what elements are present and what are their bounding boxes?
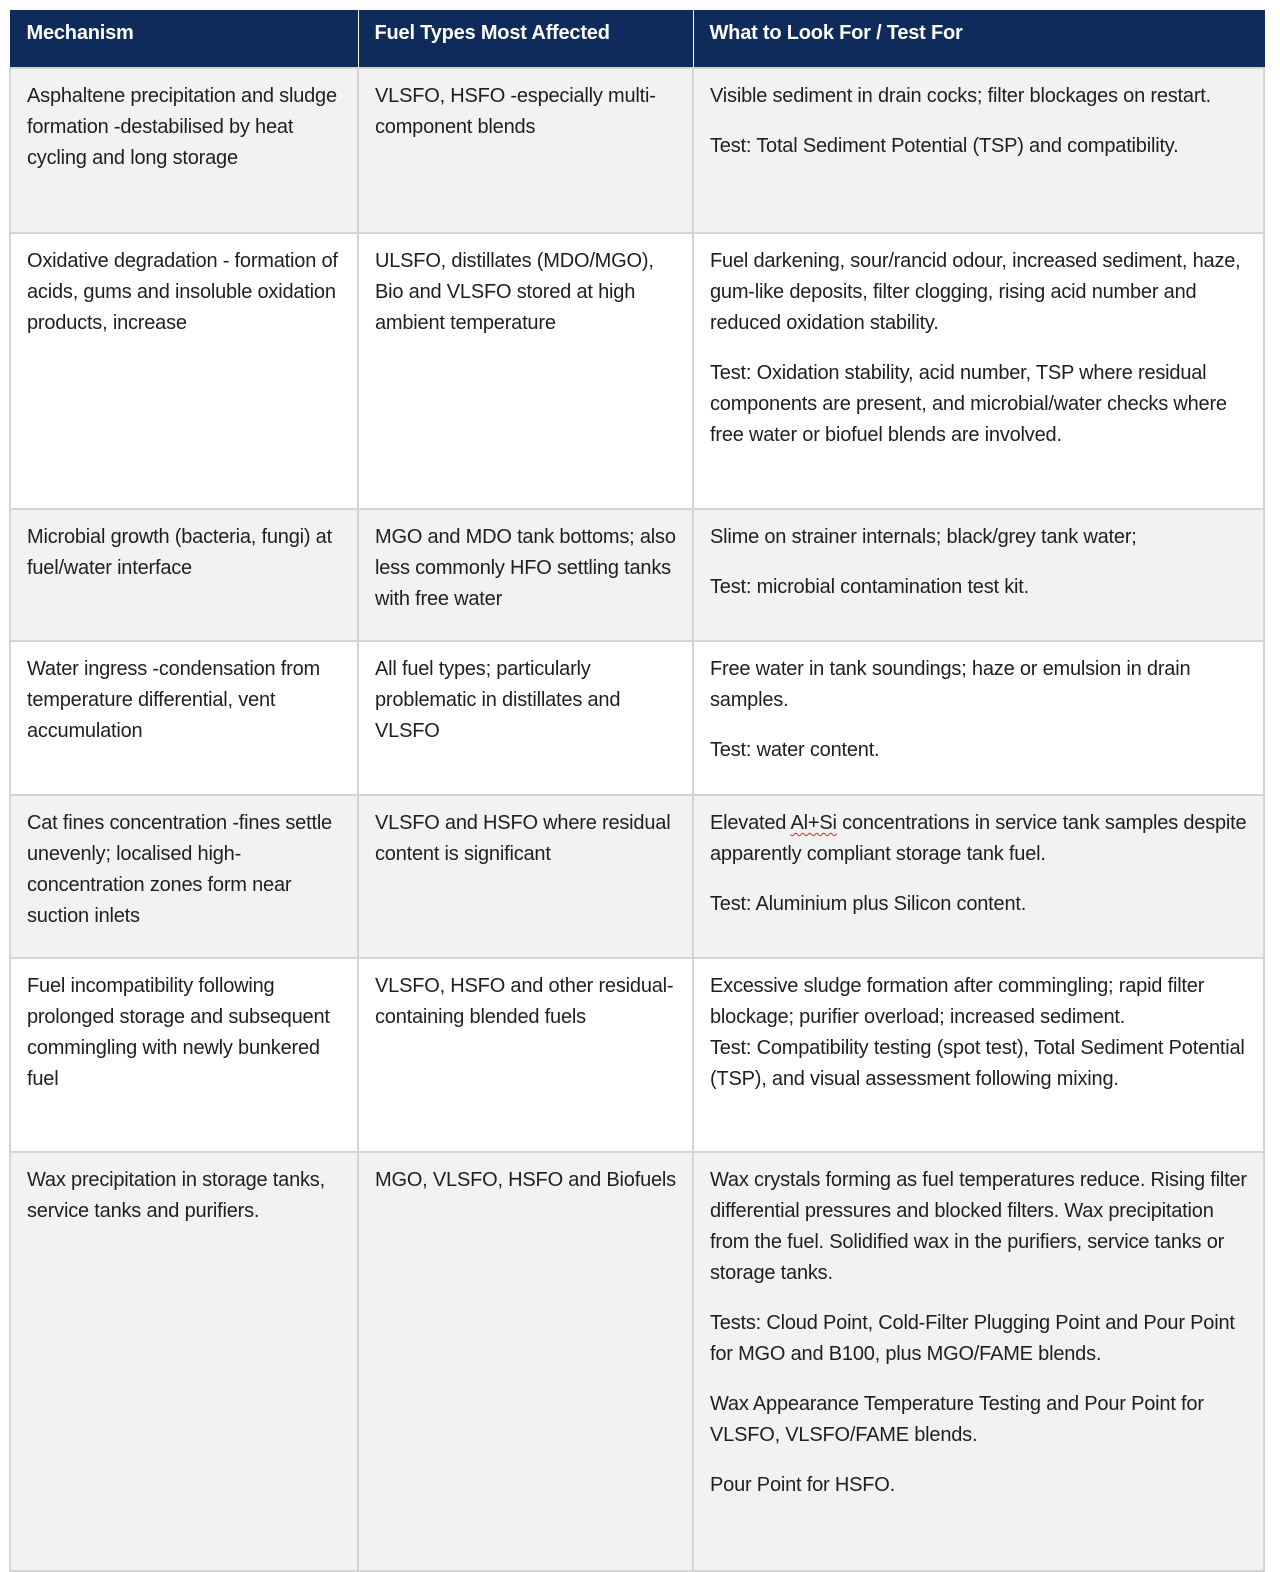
cell-look-for xyxy=(693,1152,1264,1571)
cell-look-for xyxy=(693,641,1264,795)
cell-mechanism: Fuel incompatibility following prolonged storage and subsequent commingling with newly bunkered fuel xyxy=(10,958,358,1152)
table-row xyxy=(10,1152,1264,1571)
look-for-test: Test: Compatibility testing (spot test), Total Sediment Potential (TSP), and visual assessment following mixing. xyxy=(710,1037,1245,1090)
header-fuel-types: Fuel Types Most Affected xyxy=(358,10,693,68)
cell-look-for xyxy=(693,795,1264,958)
table-header xyxy=(10,10,1264,68)
look-for-test: Pour Point for HSFO. xyxy=(710,1474,895,1496)
cell-mechanism: Oxidative degradation - formation of acids, gums and insoluble oxidation products, increase xyxy=(10,233,358,509)
look-for-text xyxy=(710,808,1247,870)
table-row xyxy=(10,68,1264,233)
table-body xyxy=(10,68,1264,1571)
cell-look-for xyxy=(693,958,1264,1152)
table-row xyxy=(10,641,1264,795)
look-for-pre: Elevated xyxy=(710,812,791,834)
cell-look-for xyxy=(693,233,1264,509)
cell-mechanism: Water ingress -condensation from temperature differential, vent accumulation xyxy=(10,641,358,795)
look-for-test: Test: Oxidation stability, acid number, TSP where residual components are present, and microbial/water checks where free water or biofuel blends are involved. xyxy=(710,362,1227,446)
cell-mechanism: Microbial growth (bacteria, fungi) at fuel/water interface xyxy=(10,509,358,641)
table-row xyxy=(10,509,1264,641)
look-for-text: Slime on strainer internals; black/grey tank water; xyxy=(710,526,1137,548)
look-for-test: Wax Appearance Temperature Testing and Pour Point for VLSFO, VLSFO/FAME blends. xyxy=(710,1393,1204,1446)
fuel-degradation-table xyxy=(9,10,1265,1572)
cell-fuel-types: VLSFO, HSFO -especially multi-component blends xyxy=(358,68,693,233)
table-row xyxy=(10,795,1264,958)
look-for-post: concentrations in service tank samples despite apparently compliant storage tank fuel. xyxy=(710,812,1247,865)
cell-mechanism: Cat fines concentration -fines settle unevenly; localised high-concentration zones form near suction inlets xyxy=(10,795,358,958)
look-for-test: Test: Aluminium plus Silicon content. xyxy=(710,893,1027,915)
header-row xyxy=(10,10,1264,68)
cell-mechanism: Wax precipitation in storage tanks, service tanks and purifiers. xyxy=(10,1152,358,1571)
look-for-text: Fuel darkening, sour/rancid odour, increased sediment, haze, gum-like deposits, filter clogging, rising acid number and reduced oxidation stability. xyxy=(710,250,1241,334)
look-for-test: Test: Total Sediment Potential (TSP) and compatibility. xyxy=(710,135,1179,157)
cell-fuel-types: ULSFO, distillates (MDO/MGO), Bio and VLSFO stored at high ambient temperature xyxy=(358,233,693,509)
look-for-test: Test: microbial contamination test kit. xyxy=(710,576,1029,598)
cell-fuel-types: VLSFO and HSFO where residual content is significant xyxy=(358,795,693,958)
cell-look-for xyxy=(693,509,1264,641)
cell-look-for xyxy=(693,68,1264,233)
look-for-text: Wax crystals forming as fuel temperatures reduce. Rising filter differential pressures and blocked filters. Wax precipitation from the fuel. Solidified wax in the purifiers, service tanks or storage tanks. xyxy=(710,1169,1247,1284)
look-for-test: Tests: Cloud Point, Cold-Filter Plugging Point and Pour Point for MGO and B100, plus MGO/FAME blends. xyxy=(710,1312,1235,1365)
table-row xyxy=(10,958,1264,1152)
look-for-text: Excessive sludge formation after commingling; rapid filter blockage; purifier overload; increased sediment. xyxy=(710,975,1205,1028)
cell-mechanism: Asphaltene precipitation and sludge formation -destabilised by heat cycling and long storage xyxy=(10,68,358,233)
look-for-text: Visible sediment in drain cocks; filter blockages on restart. xyxy=(710,85,1212,107)
cell-fuel-types: All fuel types; particularly problematic in distillates and VLSFO xyxy=(358,641,693,795)
look-for-text: Free water in tank soundings; haze or emulsion in drain samples. xyxy=(710,658,1191,711)
table-row xyxy=(10,233,1264,509)
header-mechanism: Mechanism xyxy=(10,10,358,68)
look-for-test: Test: water content. xyxy=(710,739,880,761)
spellcheck-flagged-word: Al+Si xyxy=(790,812,837,834)
header-look-for: What to Look For / Test For xyxy=(693,10,1264,68)
cell-fuel-types: VLSFO, HSFO and other residual-containing blended fuels xyxy=(358,958,693,1152)
cell-fuel-types: MGO and MDO tank bottoms; also less commonly HFO settling tanks with free water xyxy=(358,509,693,641)
cell-fuel-types: MGO, VLSFO, HSFO and Biofuels xyxy=(358,1152,693,1571)
